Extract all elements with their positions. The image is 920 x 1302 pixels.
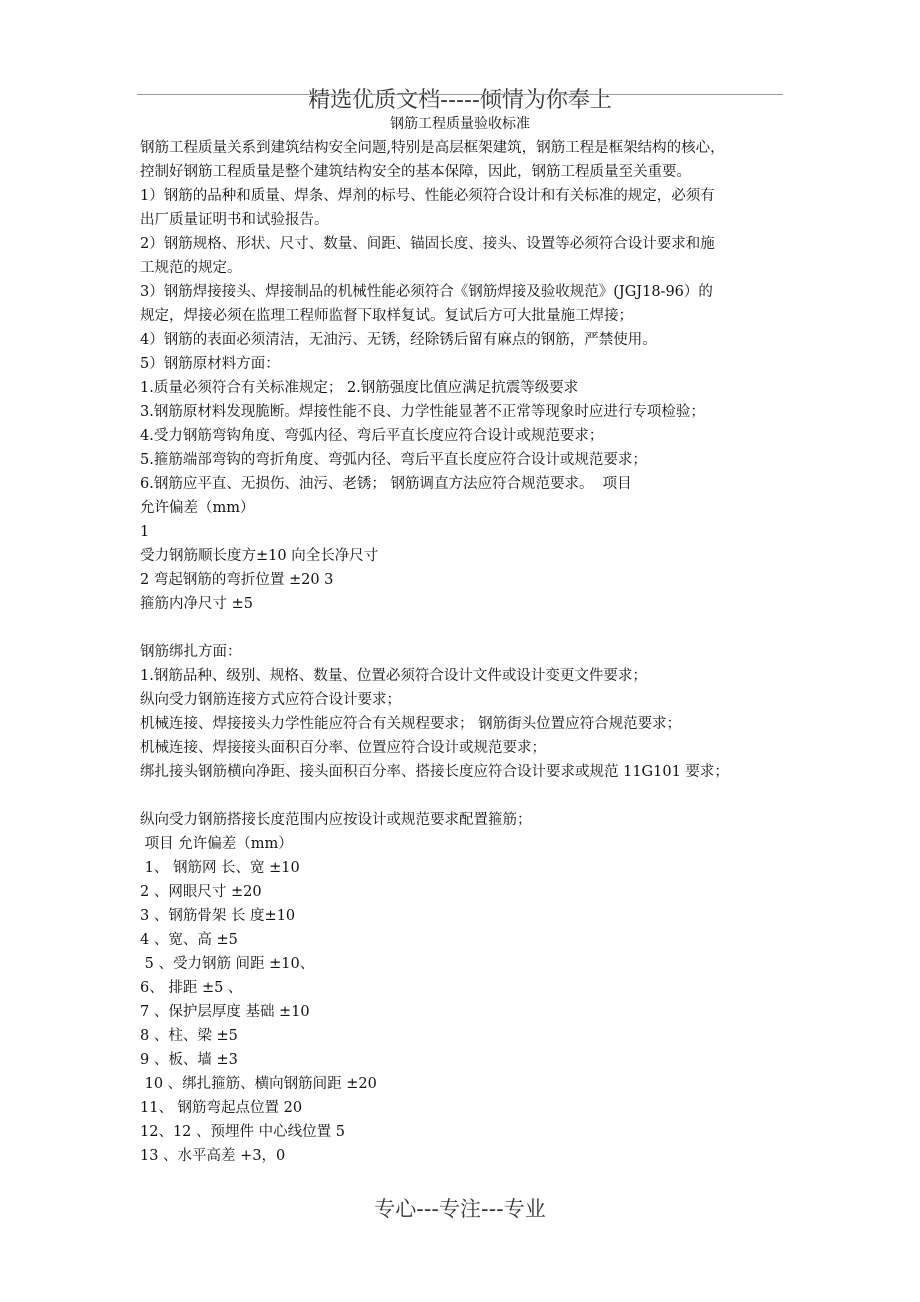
text-line: 5）钢筋原材料方面： xyxy=(140,356,280,372)
text-line xyxy=(140,616,790,640)
text-line: 4）钢筋的表面必须清洁，无油污、无锈，经除锈后留有麻点的钢筋，严禁使用。 xyxy=(140,332,657,348)
text-line: 6、 排距 ±5 、 xyxy=(140,980,243,996)
text-line: 1.钢筋品种、级别、规格、数量、位置必须符合设计文件或设计变更文件要求； xyxy=(140,668,647,684)
text-line: 1、 钢筋网 长、宽 ±10 xyxy=(140,860,300,876)
text-line: 规定，焊接必须在监理工程师监督下取样复试。复试后方可大批量施工焊接； xyxy=(140,308,633,324)
text-line: 钢筋工程质量关系到建筑结构安全问题,特别是高层框架建筑，钢筋工程是框架结构的核心， xyxy=(140,140,725,156)
text-line: 纵向受力钢筋连接方式应符合设计要求； xyxy=(140,692,401,708)
text-line: 机械连接、焊接接头力学性能应符合有关规程要求； 钢筋街头位置应符合规范要求； xyxy=(140,716,682,732)
text-line: 12、12 、预埋件 中心线位置 5 xyxy=(140,1124,345,1140)
text-line: 7 、保护层厚度 基础 ±10 xyxy=(140,1004,310,1020)
text-line: 3）钢筋焊接接头、焊接制品的机械性能必须符合《钢筋焊接及验收规范》(JGJ18-96）的 xyxy=(140,284,713,300)
text-line: 允许偏差（mm） xyxy=(140,500,255,516)
page-footer: 专心---专注---专业 xyxy=(374,1197,546,1221)
text-line: 项目 允许偏差（mm） xyxy=(140,836,293,852)
text-line: 3.钢筋原材料发现脆断。焊接性能不良、力学性能显著不正常等现象时应进行专项检验； xyxy=(140,404,705,420)
text-line: 工规范的规定。 xyxy=(140,260,242,276)
text-line: 1）钢筋的品种和质量、焊条、焊剂的标号、性能必须符合设计和有关标准的规定，必须有 xyxy=(140,188,715,204)
text-line: 13 、水平高差 +3，0 xyxy=(140,1148,286,1164)
text-line: 受力钢筋顺长度方±10 向全长净尺寸 xyxy=(140,548,379,564)
text-line: 1.质量必须符合有关标准规定； 2.钢筋强度比值应满足抗震等级要求 xyxy=(140,380,579,396)
document-title: 钢筋工程质量验收标准 xyxy=(390,116,530,132)
text-line: 2 弯起钢筋的弯折位置 ±20 3 xyxy=(140,572,334,588)
text-line: 钢筋绑扎方面： xyxy=(140,644,242,660)
document-body xyxy=(140,136,790,1168)
text-line: 机械连接、焊接接头面积百分率、位置应符合设计或规范要求； xyxy=(140,740,546,756)
text-line: 出厂质量证明书和试验报告。 xyxy=(140,212,329,228)
text-line: 8 、柱、梁 ±5 xyxy=(140,1028,238,1044)
text-line: 9 、板、墙 ±3 xyxy=(140,1052,238,1068)
text-line: 10 、绑扎箍筋、横向钢筋间距 ±20 xyxy=(140,1076,377,1092)
text-line: 4.受力钢筋弯钩角度、弯弧内径、弯后平直长度应符合设计或规范要求； xyxy=(140,428,604,444)
text-line: 箍筋内净尺寸 ±5 xyxy=(140,596,253,612)
text-line: 4 、宽、高 ±5 xyxy=(140,932,238,948)
text-line: 11、 钢筋弯起点位置 20 xyxy=(140,1100,303,1116)
text-line xyxy=(140,784,790,808)
page-header: 精选优质文档-----倾情为你奉上 xyxy=(308,88,612,113)
text-line: 2）钢筋规格、形状、尺寸、数量、间距、锚固长度、接头、设置等必须符合设计要求和施 xyxy=(140,236,715,252)
text-line: 控制好钢筋工程质量是整个建筑结构安全的基本保障，因此，钢筋工程质量至关重要。 xyxy=(140,164,691,180)
text-line: 纵向受力钢筋搭接长度范围内应按设计或规范要求配置箍筋； xyxy=(140,812,532,828)
text-line: 5.箍筋端部弯钩的弯折角度、弯弧内径、弯后平直长度应符合设计或规范要求； xyxy=(140,452,647,468)
text-line: 2 、网眼尺寸 ±20 xyxy=(140,884,262,900)
text-line: 绑扎接头钢筋横向净距、接头面积百分率、搭接长度应符合设计要求或规范 11G101 要求； xyxy=(140,764,729,780)
text-line: 6.钢筋应平直、无损伤、油污、老锈； 钢筋调直方法应符合规范要求。 项目 xyxy=(140,476,632,492)
text-line: 3 、钢筋骨架 长 度±10 xyxy=(140,908,296,924)
header-divider xyxy=(137,94,783,95)
text-line: 5 、受力钢筋 间距 ±10、 xyxy=(140,956,315,972)
text-line: 1 xyxy=(140,524,150,540)
